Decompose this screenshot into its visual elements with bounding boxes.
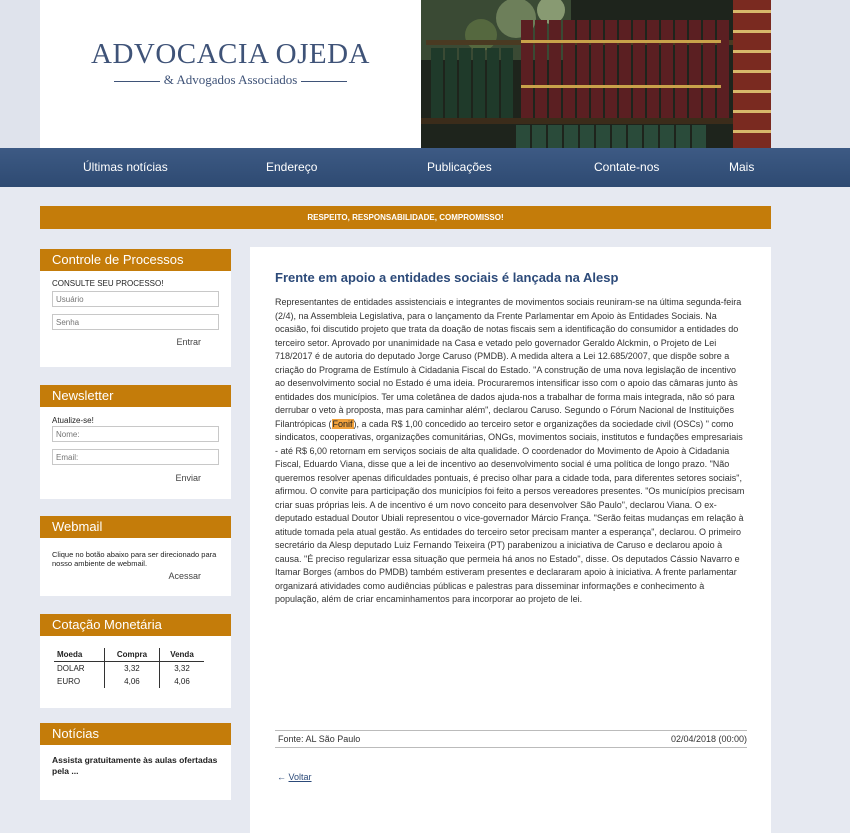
password-input[interactable]: [52, 314, 219, 330]
col-compra: Compra: [104, 648, 159, 662]
cotacao-table: [54, 648, 204, 688]
compra-cell: 3,32: [104, 662, 159, 676]
bookshelf-image: [421, 0, 771, 148]
noticia-link[interactable]: Assista gratuitamente às aulas ofertadas pela ...: [52, 755, 218, 776]
username-input[interactable]: [52, 291, 219, 307]
logo-title: ADVOCACIA OJEDA: [91, 38, 370, 70]
webmail-title: Webmail: [40, 516, 231, 538]
article-body: [275, 296, 747, 607]
article-source: Fonte: AL São Paulo: [278, 734, 361, 744]
newsletter-box: [40, 385, 231, 499]
table-row: [54, 662, 204, 676]
article-panel: [250, 247, 771, 833]
article-text-part1: Representantes de entidades assistenciais e integrantes de movimentos sociais reuniram-se na última segunda-feira (2/4), na Assembleia Legislativa, para o lançamento da Frente Parlamentar em Apoio às Entidades Sociais. Na ocasião, foi discutido projeto que trata da doação de notas fiscais sem a identificação do consumidor a entidades do terceiro setor. Aprovado por unanimidade na Casa e vetado pelo governador Geraldo Alckmin, o Projeto de Lei 718/2017 é de autoria do deputado Jorge Caruso (PMDB). A medida altera a Lei 12.685/2007, que dispõe sobre a criação do Programa de Estímulo à Cidadania Fiscal do Estado. "A construção de uma nova legislação de incentivo ao desenvolvimento social no Estado é uma ideia. Procuraremos intensificar isso com o apoio das câmaras junto às entidades dos municípios. Ter uma coletânea de dados ajuda-nos a trabalhar de forma mais integrada, não só para derrubar o veto à proposta, mas para caminhar além", declarou Caruso. Segundo o Fórum Nacional de Instituições Filantrópicas (: [275, 297, 742, 429]
nav-contate-nos[interactable]: Contate-nos: [594, 160, 660, 174]
arrow-left-icon: ←: [277, 772, 286, 782]
cotacao-box: [40, 614, 231, 708]
cotacao-header-row: [54, 648, 204, 662]
cotacao-title: Cotação Monetária: [40, 614, 231, 636]
webmail-box: [40, 516, 231, 596]
login-button[interactable]: Entrar: [176, 337, 201, 347]
header-photo-bookshelf: [421, 0, 771, 148]
highlighted-term: Fonif: [332, 418, 353, 429]
newsletter-label: Atualize-se!: [52, 416, 94, 425]
moeda-cell: EURO: [57, 677, 81, 686]
nav-ultimas-noticias[interactable]: Últimas notícias: [83, 160, 168, 174]
back-link[interactable]: [277, 772, 312, 782]
logo-subtitle: & Advogados Associados: [163, 72, 298, 87]
col-venda: Venda: [159, 648, 204, 662]
logo-rule-right: [301, 81, 347, 82]
article-source-bar: [275, 730, 747, 748]
nav-mais[interactable]: Mais: [729, 160, 755, 174]
newsletter-title: Newsletter: [40, 385, 231, 407]
noticias-title: Notícias: [40, 723, 231, 745]
article-text-part2: ), a cada R$ 1,00 concedido ao terceiro setor e organizações da sociedade civil (OSCs) " como sindicatos, cooperativas, organizações comunitárias, ONGs, movimentos sociais, institutos e fundações empresariais - até R$ 6,00 retornam em serviços sociais de alta qualidade. O coordenador do Movimento de Apoio à Cidadania Fiscal, Eduardo Viana, disse que a lei de incentivo ao desenvolvimento social é uma política de longo prazo. "Não queremos resolver apenas dificuldades pontuais, é preciso olhar para a cidade toda, para diferentes setores sociais", afirmou. O convite para participação dos municípios foi feito a persos vereadores presentes. "Os municípios precisam criar suas próprias leis. A de incentivo é um novo conceito para desenvolver São Paulo", declarou Viana. O ex-deputado estadual Doutor Ubiali representou o vice-governador Márcio França. "Serão feitas mudanças em relação à atitude tomada pela atual gestão. As entidades do terceiro setor precisam manter a esperança", declarou. O primeiro secretário da Alesp deputado Luiz Fernando Teixeira (PT) parabenizou a iniciativa de Caruso e declarou apoio à causa. "É preciso regularizar essa situação que permeia há anos no Estado", disse. Os deputados Cássio Navarro e Itamar Borges (ambos do PMDB) também estiveram presentes e declararam apoio à iniciativa. A frente parlamentar organizará atividades como audiências públicas e palestras para disseminar informações e conhecimento à população, além de criar encaminhamentos para incorporar ao projeto de lei.: [275, 418, 745, 604]
main-nav: [0, 148, 850, 187]
table-row: [54, 675, 204, 688]
article-date: 02/04/2018 (00:00): [670, 734, 747, 744]
processos-label: CONSULTE SEU PROCESSO!: [52, 279, 164, 288]
webmail-text: Clique no botão abaixo para ser direcionado para nosso ambiente de webmail.: [52, 550, 217, 568]
nav-publicacoes[interactable]: Publicações: [427, 160, 492, 174]
site-header: [40, 0, 771, 148]
back-link-label: Voltar: [288, 772, 312, 782]
newsletter-email-input[interactable]: [52, 449, 219, 465]
newsletter-name-input[interactable]: [52, 426, 219, 442]
processos-title: Controle de Processos: [40, 249, 231, 271]
newsletter-submit-button[interactable]: Enviar: [175, 473, 201, 483]
webmail-access-link[interactable]: Acessar: [168, 571, 201, 581]
col-moeda: Moeda: [54, 648, 104, 662]
moeda-cell: DOLAR: [57, 664, 85, 673]
site-logo[interactable]: [40, 38, 421, 88]
logo-rule-left: [114, 81, 160, 82]
noticias-box: [40, 723, 231, 800]
article-title: Frente em apoio a entidades sociais é lançada na Alesp: [275, 270, 619, 285]
compra-cell: 4,06: [104, 675, 159, 688]
venda-cell: 4,06: [159, 675, 204, 688]
nav-endereco[interactable]: Endereço: [266, 160, 318, 174]
venda-cell: 3,32: [159, 662, 204, 676]
logo-subtitle-row: [40, 72, 421, 88]
slogan-bar: RESPEITO, RESPONSABILIDADE, COMPROMISSO!: [40, 206, 771, 229]
processos-box: [40, 249, 231, 367]
